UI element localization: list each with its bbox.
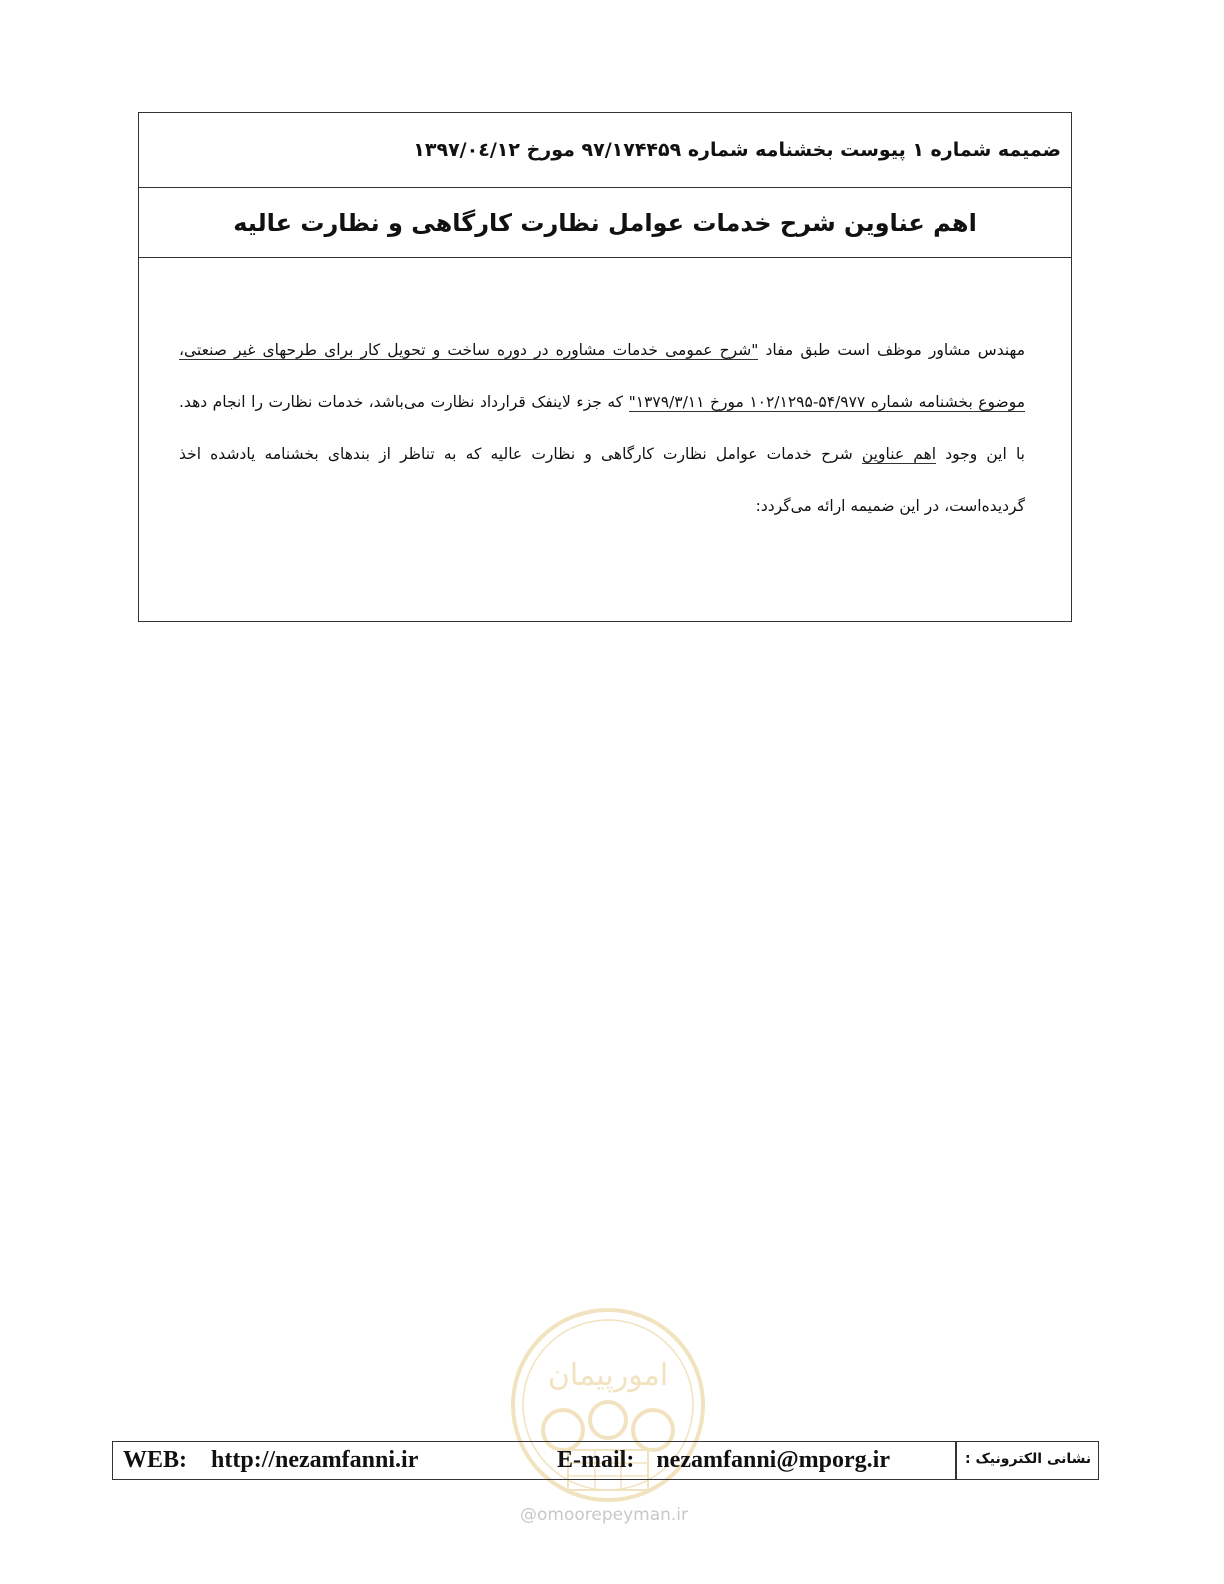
body-text-part: که جزء لاینفک قرارداد نظارت می‌باشد، خدمات نظارت را انجام دهد. با این وجود (179, 393, 1025, 463)
body-text-part: مهندس مشاور موظف است طبق مفاد (758, 341, 1025, 359)
body-paragraph (139, 258, 1071, 532)
email-address-link[interactable]: nezamfanni@mporg.ir (656, 1447, 890, 1473)
web-url-link[interactable]: http://nezamfanni.ir (211, 1447, 419, 1473)
document-frame (138, 112, 1072, 622)
web-info (123, 1447, 418, 1474)
document-title: اهم عناوین شرح خدمات عوامل نظارت کارگاهی و نظارت عالیه (233, 208, 977, 237)
body-text-part: شرح خدمات عوامل نظارت کارگاهی و نظارت عالیه که به تناظر از بندهای بخشنامه یادشده اخذ گردیده‌است، در این ضمیمه ارائه می‌گردد: (179, 445, 1025, 515)
web-label: WEB: (123, 1447, 188, 1473)
document-title-row (139, 188, 1071, 258)
body-underlined-reference: "شرح عمومی خدمات مشاوره در دوره ساخت و تحویل کار برای طرحهای غیر صنعتی، موضوع بخشنامه شماره ۵۴/۹۷۷-۱۰۲/۱۲۹۵ مورخ ۱۳۷۹/۳/۱۱" (179, 341, 1026, 411)
footer-divider (955, 1442, 957, 1479)
body-underlined-heading: اهم عناوین (861, 445, 937, 463)
email-info (557, 1447, 890, 1474)
email-label: E-mail: (557, 1447, 635, 1473)
contact-footer (112, 1441, 1099, 1480)
email-persian-label: نشانی الکترونیک : (965, 1451, 1092, 1467)
annex-header (139, 113, 1071, 188)
annex-line: ضمیمه شماره ۱ پیوست بخشنامه شماره ۹۷/۱۷۴۴۵۹ مورخ ۱۳۹۷/۰٤/۱۲ (413, 139, 1061, 161)
watermark-site-text: @omoorepeyman.ir (520, 1505, 689, 1525)
svg-text:امورپیمان: امورپیمان (547, 1358, 669, 1393)
